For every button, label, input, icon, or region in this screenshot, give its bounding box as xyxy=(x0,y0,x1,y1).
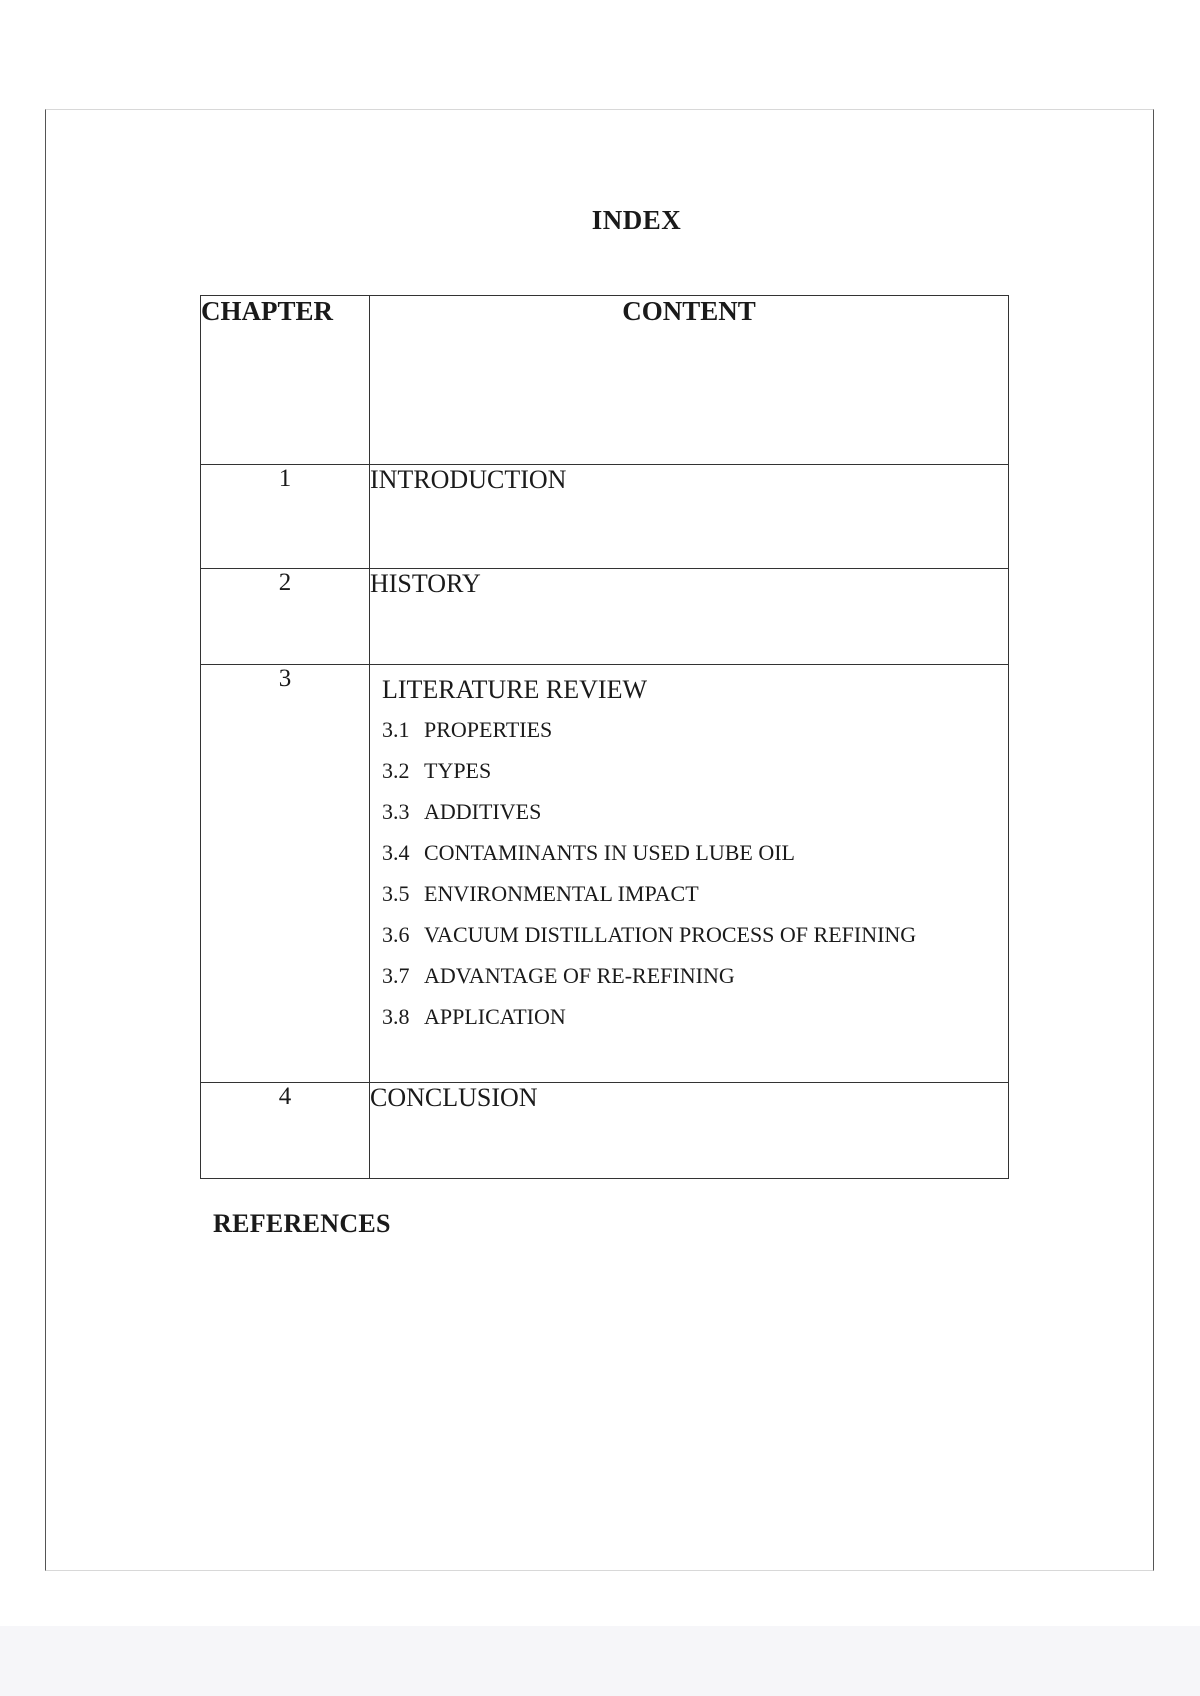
chapter-number: 3 xyxy=(201,665,370,1083)
subsection-item xyxy=(382,838,1008,879)
subsection-label: TYPES xyxy=(424,758,492,783)
document-title: INDEX xyxy=(591,205,682,235)
subsection-label: ADVANTAGE OF RE-REFINING xyxy=(424,963,735,988)
subsection-label: ENVIRONMENTAL IMPACT xyxy=(424,881,699,906)
subsection-item xyxy=(382,797,1008,838)
subsection-number: 3.4 xyxy=(382,840,410,865)
subsection-item xyxy=(382,879,1008,920)
subsection-item xyxy=(382,756,1008,797)
subsection-number: 3.5 xyxy=(382,881,410,906)
table-row xyxy=(201,1083,1009,1179)
subsection-number: 3.8 xyxy=(382,1004,410,1029)
subsection-label: ADDITIVES xyxy=(424,799,542,824)
subsection-label: PROPERTIES xyxy=(424,717,553,742)
content-column-header: CONTENT xyxy=(370,296,1009,465)
chapter-column-header: CHAPTER xyxy=(201,296,370,465)
index-table xyxy=(200,295,1009,1179)
subsection-number: 3.1 xyxy=(382,717,410,742)
subsection-label: APPLICATION xyxy=(424,1004,566,1029)
chapter-title: CONCLUSION xyxy=(370,1083,1009,1179)
subsection-number: 3.3 xyxy=(382,799,410,824)
chapter-title: INTRODUCTION xyxy=(370,465,1009,569)
table-row xyxy=(201,465,1009,569)
chapter-title: HISTORY xyxy=(370,569,1009,665)
chapter-number: 4 xyxy=(201,1083,370,1179)
chapter-number: 2 xyxy=(201,569,370,665)
subsection-number: 3.2 xyxy=(382,758,410,783)
table-row xyxy=(201,665,1009,1083)
viewer-bottom-strip xyxy=(0,1626,1200,1696)
chapter-number: 1 xyxy=(201,465,370,569)
subsection-item xyxy=(382,920,1008,961)
subsection-item xyxy=(382,715,1008,756)
chapter-content-cell xyxy=(370,665,1009,1083)
references-heading: REFERENCES xyxy=(213,1209,391,1238)
subsection-number: 3.6 xyxy=(382,922,410,947)
subsection-item xyxy=(382,1002,1008,1043)
subsection-item xyxy=(382,961,1008,1002)
subsection-number: 3.7 xyxy=(382,963,410,988)
table-header-row xyxy=(201,296,1009,465)
chapter-title: LITERATURE REVIEW xyxy=(382,675,648,704)
subsection-list xyxy=(370,715,1008,1043)
table-row xyxy=(201,569,1009,665)
subsection-label: CONTAMINANTS IN USED LUBE OIL xyxy=(424,840,795,865)
subsection-label: VACUUM DISTILLATION PROCESS OF REFINING xyxy=(424,922,917,947)
